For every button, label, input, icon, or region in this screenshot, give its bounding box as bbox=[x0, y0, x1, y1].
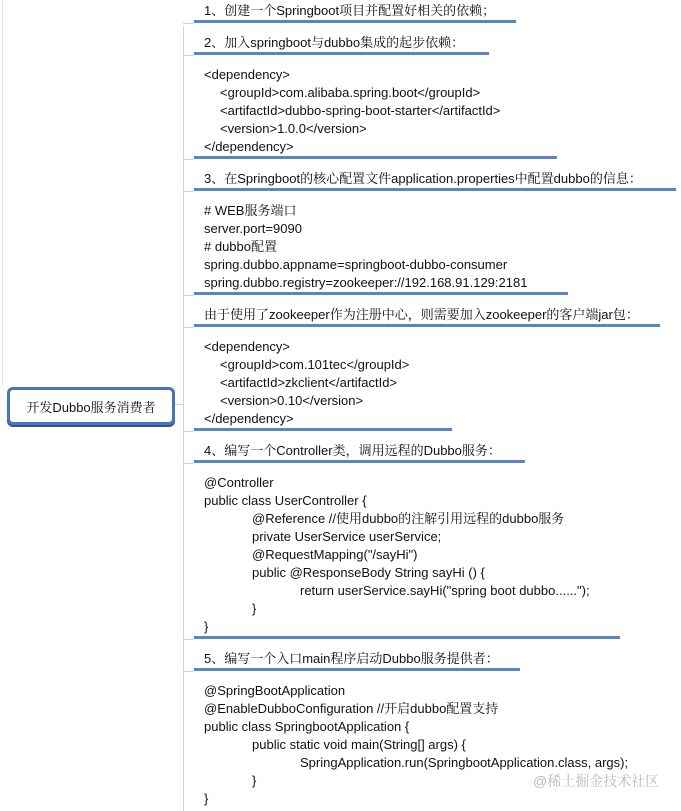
connector-branch bbox=[183, 327, 194, 328]
code-line: SpringApplication.run(SpringbootApplication.class, args); bbox=[300, 755, 629, 770]
topic-underline bbox=[194, 292, 568, 295]
heading-text: 5、编写一个入口main程序启动Dubbo服务提供者： bbox=[204, 651, 499, 666]
code-line: private UserService userService; bbox=[252, 529, 442, 544]
code-line: <groupId>com.alibaba.spring.boot</groupId> bbox=[220, 85, 481, 100]
code-line: } bbox=[204, 619, 209, 634]
code-line: @Controller bbox=[204, 475, 274, 490]
root-topic[interactable] bbox=[7, 387, 175, 425]
heading-text: 2、加入springboot与dubbo集成的起步依赖： bbox=[204, 35, 465, 50]
code-line: @RequestMapping("/sayHi") bbox=[252, 547, 418, 562]
topic-underline bbox=[194, 428, 452, 431]
heading-text: 4、编写一个Controller类，调用远程的Dubbo服务： bbox=[204, 443, 501, 458]
code-line: } bbox=[252, 601, 257, 616]
subtopic-heading[interactable] bbox=[194, 161, 681, 193]
code-line: return userService.sayHi("spring boot dubbo......"); bbox=[300, 583, 590, 598]
subtopic-code-block[interactable] bbox=[194, 57, 681, 161]
code-line: server.port=9090 bbox=[204, 221, 302, 236]
connector-branch bbox=[183, 431, 194, 432]
code-line: </dependency> bbox=[204, 139, 294, 154]
connector-branch bbox=[183, 639, 194, 640]
code-line: } bbox=[204, 791, 209, 806]
topic-underline bbox=[194, 668, 520, 671]
subtopic-code-block[interactable] bbox=[194, 193, 681, 297]
code-line: # dubbo配置 bbox=[204, 239, 277, 254]
connector-branch bbox=[183, 55, 194, 56]
subtopic-code-block[interactable] bbox=[194, 329, 681, 433]
heading-text: 1、创建一个Springboot项目并配置好相关的依赖； bbox=[204, 3, 496, 18]
code-line: <version>0.10</version> bbox=[220, 393, 364, 408]
heading-text: 由于使用了zookeeper作为注册中心，则需要加入zookeeper的客户端jar包： bbox=[204, 307, 639, 322]
code-line: @SpringBootApplication bbox=[204, 683, 346, 698]
subtopic-heading[interactable] bbox=[194, 297, 681, 329]
code-line: public class UserController { bbox=[204, 493, 367, 508]
subtopic-list bbox=[194, 0, 681, 810]
topic-underline bbox=[194, 324, 660, 327]
root-topic-label: 开发Dubbo服务消费者 bbox=[26, 399, 156, 415]
code-line: </dependency> bbox=[204, 411, 294, 426]
code-line: } bbox=[252, 773, 257, 788]
topic-underline bbox=[194, 188, 676, 191]
code-line: # WEB服务端口 bbox=[204, 203, 297, 218]
code-line: <dependency> bbox=[204, 339, 291, 354]
topic-underline bbox=[194, 52, 489, 55]
heading-text: 3、在Springboot的核心配置文件application.properties中配置dubbo的信息： bbox=[204, 171, 642, 186]
code-line: <artifactId>dubbo-spring-boot-starter</artifactId> bbox=[220, 103, 501, 118]
root-connector bbox=[175, 404, 183, 405]
code-line: public static void main(String[] args) { bbox=[252, 737, 466, 752]
code-line: public @ResponseBody String sayHi () { bbox=[252, 565, 485, 580]
subtopic-heading[interactable] bbox=[194, 0, 681, 25]
code-line: public class SpringbootApplication { bbox=[204, 719, 410, 734]
topic-underline bbox=[194, 156, 557, 159]
topic-underline bbox=[194, 460, 525, 463]
topic-underline bbox=[194, 20, 516, 23]
code-line: @Reference //使用dubbo的注解引用远程的dubbo服务 bbox=[252, 511, 565, 526]
subtopic-heading[interactable] bbox=[194, 641, 681, 673]
code-line: spring.dubbo.registry=zookeeper://192.168.91.129:2181 bbox=[204, 275, 528, 290]
connector-branch bbox=[183, 159, 194, 160]
code-line: @EnableDubboConfiguration //开启dubbo配置支持 bbox=[204, 701, 499, 716]
topic-underline bbox=[194, 636, 620, 639]
subtopic-heading[interactable] bbox=[194, 433, 681, 465]
code-line: <version>1.0.0</version> bbox=[220, 121, 367, 136]
left-edge-line bbox=[2, 0, 3, 385]
connector-branch bbox=[183, 295, 194, 296]
code-line: spring.dubbo.appname=springboot-dubbo-consumer bbox=[204, 257, 508, 272]
code-line: <groupId>com.101tec</groupId> bbox=[220, 357, 410, 372]
watermark: @稀土掘金技术社区 bbox=[533, 773, 660, 789]
connector-branch bbox=[183, 23, 194, 24]
connector-branch bbox=[183, 671, 194, 672]
connector-branch bbox=[183, 191, 194, 192]
code-line: <dependency> bbox=[204, 67, 291, 82]
code-line: <artifactId>zkclient</artifactId> bbox=[220, 375, 398, 390]
connector-branch bbox=[183, 463, 194, 464]
subtopic-code-block[interactable] bbox=[194, 465, 681, 641]
connector-spine bbox=[183, 26, 184, 811]
subtopic-heading[interactable] bbox=[194, 25, 681, 57]
